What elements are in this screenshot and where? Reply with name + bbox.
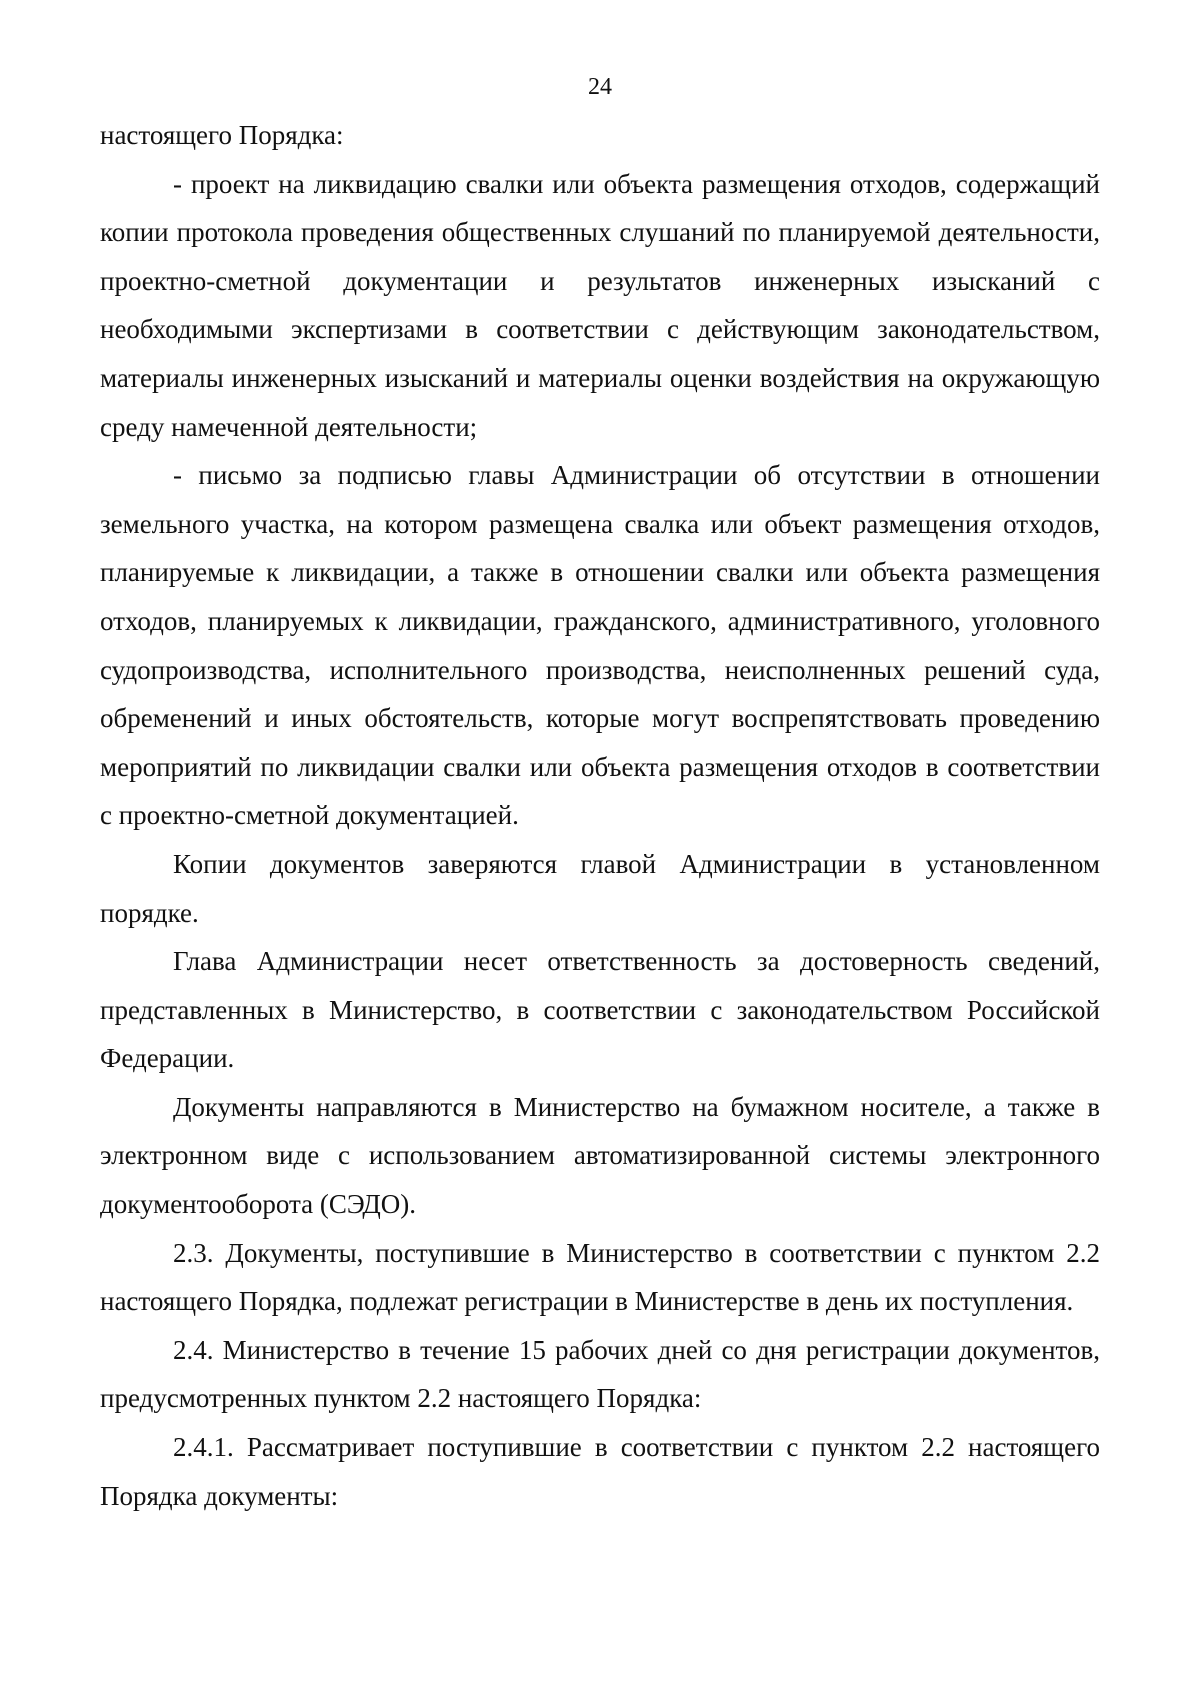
paragraph-responsibility: Глава Администрации несет ответственность за достоверность сведений, представленных в Министерство, в соответствии с законодательством Российской Федерации.: [100, 946, 1100, 1074]
page-number: 24: [588, 74, 612, 100]
paragraph-submission: Документы направляются в Министерство на бумажном носителе, а также в электронном виде с использованием автоматизированной системы электронного документооборота (СЭДО).: [100, 1091, 1100, 1220]
paragraph-clause-2-4: 2.4. Министерство в течение 15 рабочих дней со дня регистрации документов, предусмотренных пунктом 2.2 настоящего Порядка:: [100, 1334, 1100, 1414]
paragraph-letter-item: - письмо за подписью главы Администрации об отсутствии в отношении земельного участка, на котором размещена свалка или объект размещения отходов, планируемые к ликвидации, а также в отношении свалки или объекта размещения отходов, планируемых к ликвидации, гражданского, административного, уголовного судопроизводства, исполнительного производства, неисполненных решений суда, обременений и иных обстоятельств, которые могут воспрепятствовать проведению мероприятий по ликвидации свалки или объекта размещения отходов в соответствии с проектно-сметной документацией.: [100, 460, 1100, 831]
paragraph-clause-2-4-1: 2.4.1. Рассматривает поступившие в соответствии с пунктом 2.2 настоящего Порядка документы:: [100, 1432, 1100, 1511]
paragraph-continuation: настоящего Порядка:: [100, 120, 344, 150]
document-body: [100, 111, 1100, 1520]
paragraph-copies: Копии документов заверяются главой Администрации в установленном порядке.: [100, 848, 1100, 928]
paragraph-clause-2-3: 2.3. Документы, поступившие в Министерство в соответствии с пунктом 2.2 настоящего Порядка, подлежат регистрации в Министерстве в день их поступления.: [100, 1237, 1100, 1317]
paragraph-project-item: - проект на ликвидацию свалки или объекта размещения отходов, содержащий копии протокола проведения общественных слушаний по планируемой деятельности, проектно-сметной документации и результатов инженерных изысканий с необходимыми экспертизами в соответствии с действующим законодательством, материалы инженерных изысканий и материалы оценки воздействия на окружающую среду намеченной деятельности;: [100, 168, 1100, 442]
